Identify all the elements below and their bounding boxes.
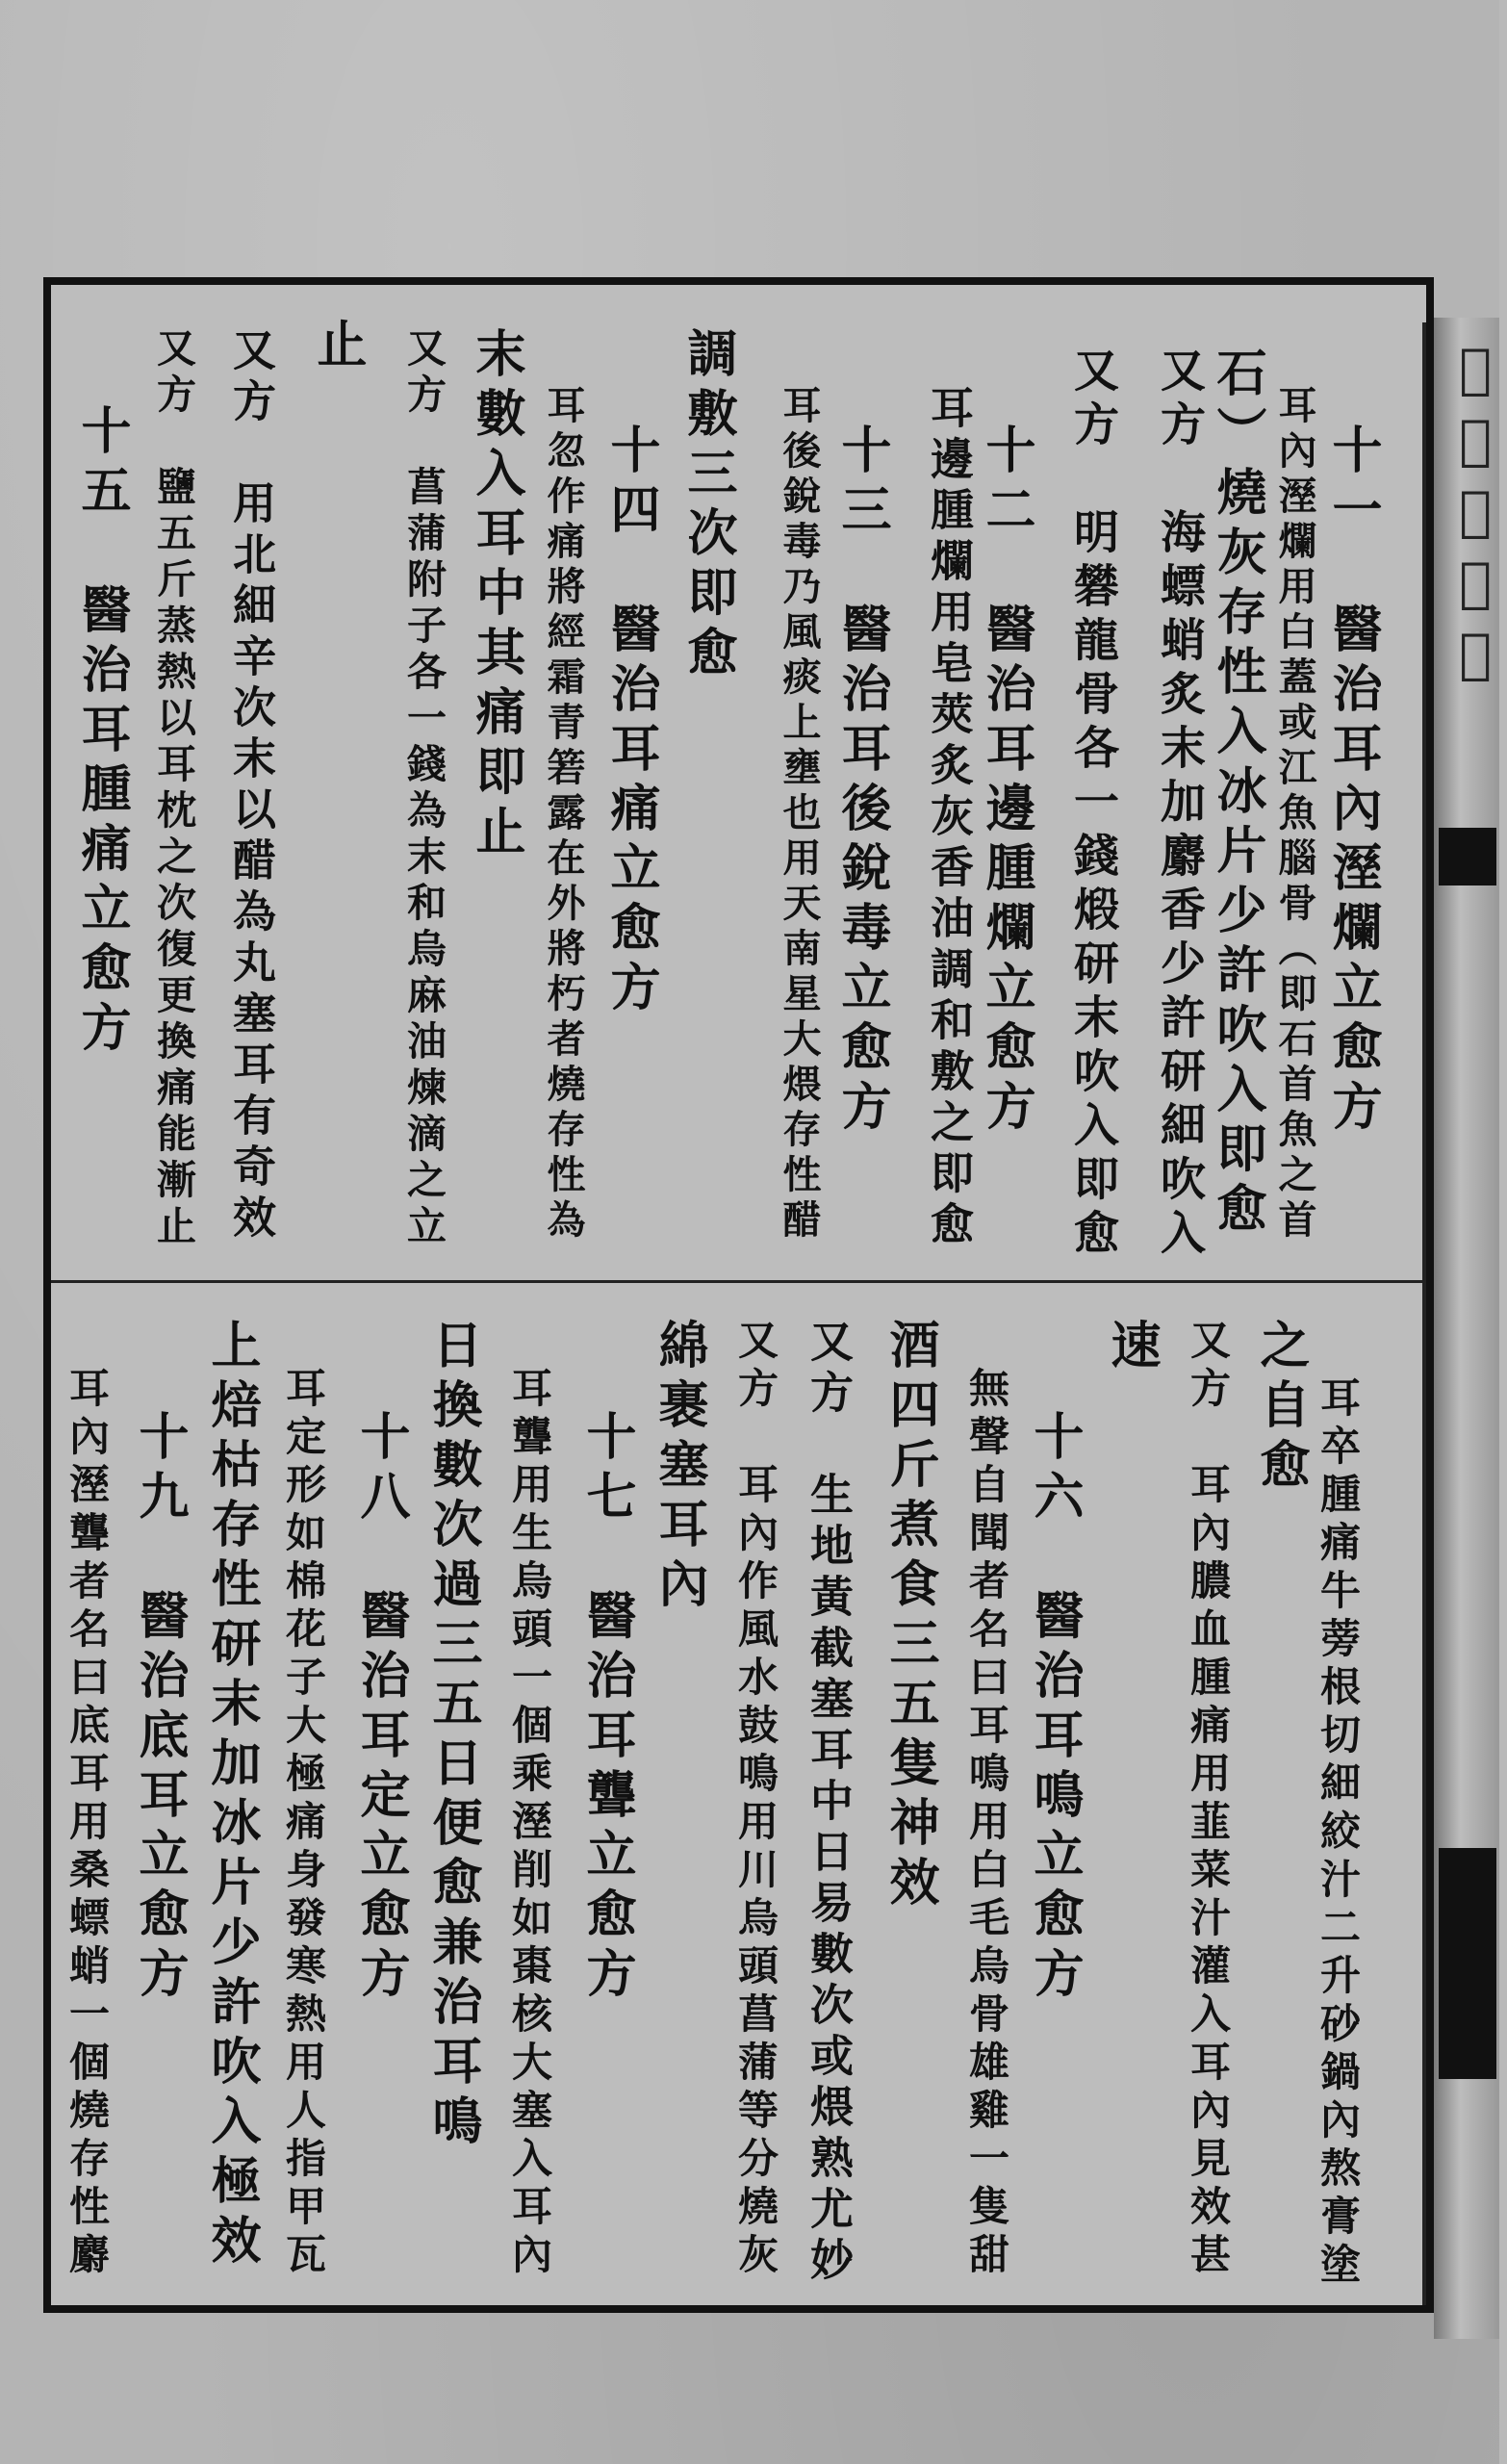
upper-col-12: 耳忽作痛將經霜青箬露在外將朽者燒存性為 [541,385,586,1245]
lower-col-4: 速 [1102,1319,1161,1378]
upper-col-8: 十三 醫治耳後銳毒立愈方 [832,424,891,1140]
upper-col-5: 又方 明礬龍骨各一錢煅研末吹入即愈 [1066,346,1119,1263]
lower-col-6: 無聲自聞者名曰耳鳴用白毛烏骨雄雞一隻甜 [963,1367,1010,2281]
upper-col-11: 十四 醫治耳痛立愈方 [601,424,660,1020]
inner-rule [1422,322,1426,2305]
upper-col-4: 又方 海螵蛸炙末加麝香少許研細吹入 [1153,346,1206,1263]
lower-col-9: 又方 耳內作風水鼓鳴用川烏頭菖蒲等分燒灰 [732,1319,779,2281]
upper-col-17: 又方 鹽五斤蒸熱以耳枕之次復更換痛能漸止 [150,327,196,1251]
lower-col-12: 耳聾用生烏頭一個乘溼削如棗核大塞入耳內 [506,1367,553,2281]
upper-col-3: 石）燒灰存性入冰片少許吹入即愈 [1208,346,1266,1242]
spine-mark [1439,828,1496,886]
lower-col-5: 十六 醫治耳鳴立愈方 [1025,1410,1084,2007]
lower-col-14: 十八 醫治耳定立愈方 [351,1410,410,2007]
lower-col-8: 又方 生地黃截塞耳中日易數次或煨熟尤妙 [803,1319,854,2288]
upper-col-13: 末數入耳中其痛即止 [467,327,525,864]
lower-col-3: 又方 耳內膿血腫痛用韮菜汁灌入耳內見效甚 [1185,1319,1232,2281]
lower-col-16: 上焙枯存性研末加冰片少許吹入極效 [202,1319,261,2273]
lower-col-1: 耳卒腫痛牛蒡根切細絞汁二升砂鍋內熬膏塗 [1315,1376,1362,2291]
upper-col-18: 十五 醫治耳腫痛立愈方 [72,404,131,1061]
upper-col-15: 止 [308,318,367,377]
upper-col-1: 十一 醫治耳內溼爛立愈方 [1323,424,1382,1140]
upper-col-16: 又方 用北細辛次末以醋為丸塞耳有奇效 [225,327,276,1245]
upper-col-9: 耳後銳毒乃風痰上壅也用天南星大煨存性醋 [777,385,822,1245]
lower-col-10: 綿裹塞耳內 [650,1319,708,1617]
spine-mark-lower [1439,1848,1496,2079]
upper-col-7: 耳邊腫爛用皂莢炙灰香油調和敷之即愈 [923,385,974,1252]
lower-col-17: 十九 醫治底耳立愈方 [130,1410,189,2007]
upper-col-14: 又方 菖蒲附子各一錢為末和烏麻油煉滴之立 [400,327,447,1251]
lower-col-18: 耳內溼聾者名曰底耳用桑螵蛸一個燒存性麝 [64,1367,111,2281]
upper-col-2: 耳內溼爛用白蓋或江魚腦骨（即石首魚之首 [1272,385,1317,1245]
lower-col-13: 日換數次過三五日便愈兼治耳鳴 [423,1319,482,2154]
upper-col-6: 十二 醫治耳邊腫爛立愈方 [977,424,1035,1140]
spine-title: 𦹗驗良方集 [1443,337,1507,693]
section-divider [51,1280,1424,1283]
lower-col-15: 耳定形如棉花子大極痛身發寒熱用人指甲瓦 [280,1367,327,2281]
lower-col-11: 十七 醫治耳聾立愈方 [577,1410,636,2007]
lower-col-7: 酒四斤煮食三五隻神效 [881,1319,939,1915]
lower-col-2: 之自愈 [1251,1319,1310,1498]
upper-col-10: 調敷三次即愈 [678,327,737,685]
